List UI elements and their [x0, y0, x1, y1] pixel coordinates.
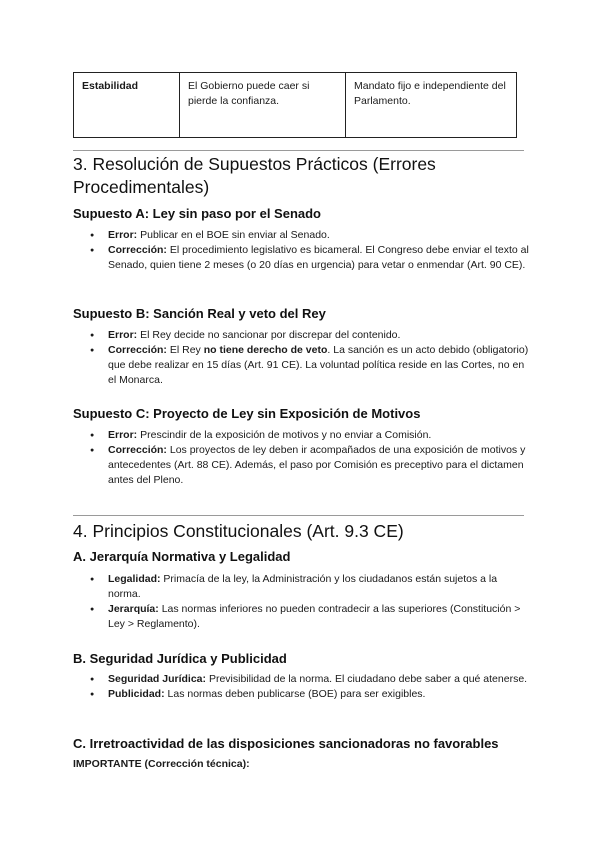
- section-4-title: 4. Principios Constitucionales (Art. 9.3 CE): [73, 521, 404, 541]
- table-cell-presidential: Mandato fijo e independiente del Parlamento.: [354, 80, 506, 107]
- error-label: Error:: [108, 429, 138, 441]
- correction-text-pre: El Rey: [166, 344, 204, 356]
- table-cell-parliamentary: El Gobierno puede caer si pierde la confianza.: [180, 73, 346, 137]
- section-3-title: 3. Resolución de Supuestos Prácticos (Errores Procedimentales): [73, 154, 436, 197]
- principle-a-heading: A. Jerarquía Normativa y Legalidad: [73, 549, 291, 564]
- list-item: [90, 572, 530, 602]
- supuesto-c-list: [90, 428, 530, 488]
- error-label: Error:: [108, 229, 138, 241]
- item-label: Publicidad:: [108, 688, 165, 700]
- supuesto-a-list: [90, 228, 530, 273]
- divider: [73, 150, 524, 151]
- correction-text: Los proyectos de ley deben ir acompañados de una exposición de motivos y antecedentes (Art. 88 CE). Además, el paso por Comisión es preceptivo para el dictamen antes del Pleno.: [108, 444, 526, 486]
- error-text: Publicar en el BOE sin enviar al Senado.: [137, 229, 330, 241]
- list-item: [90, 328, 530, 343]
- list-item: [90, 243, 530, 273]
- list-item: [90, 428, 530, 443]
- correction-label: Corrección:: [108, 344, 167, 356]
- item-text: Las normas inferiores no pueden contradecir a las superiores (Constitución > Ley > Reglamento).: [108, 603, 521, 630]
- principle-c-heading: C. Irretroactividad de las disposiciones sancionadoras no favorables: [73, 736, 499, 751]
- error-text: Prescindir de la exposición de motivos y no enviar a Comisión.: [137, 429, 432, 441]
- item-label: Seguridad Jurídica:: [108, 673, 207, 685]
- item-label: Legalidad:: [108, 573, 161, 585]
- correction-emphasis: no tiene derecho de veto: [203, 344, 328, 356]
- supuesto-b-list: [90, 328, 530, 388]
- comparison-table-row: [73, 72, 517, 138]
- correction-text: El procedimiento legislativo es bicameral. El Congreso debe enviar el texto al Senado, quien tiene 2 meses (o 20 días en urgencia) para vetar o enmendar (Art. 90 CE).: [108, 244, 529, 271]
- supuesto-c-heading: Supuesto C: Proyecto de Ley sin Exposición de Motivos: [73, 406, 421, 421]
- important-note: IMPORTANTE (Corrección técnica):: [73, 758, 250, 770]
- table-cell-label: Estabilidad: [74, 73, 180, 137]
- error-text: El Rey decide no sancionar por discrepar del contenido.: [137, 329, 401, 341]
- principle-b-list: [90, 672, 530, 702]
- correction-label: Corrección:: [108, 444, 167, 456]
- principle-a-list: [90, 572, 530, 632]
- list-item: [90, 443, 530, 488]
- supuesto-a-heading: Supuesto A: Ley sin paso por el Senado: [73, 206, 322, 221]
- item-text: Previsibilidad de la norma. El ciudadano debe saber a qué atenerse.: [206, 673, 528, 685]
- list-item: [90, 228, 530, 243]
- list-item: [90, 602, 530, 632]
- correction-label: Corrección:: [108, 244, 167, 256]
- principle-b-heading: B. Seguridad Jurídica y Publicidad: [73, 651, 287, 666]
- list-item: [90, 687, 530, 702]
- divider: [73, 515, 524, 516]
- item-label: Jerarquía:: [108, 603, 159, 615]
- list-item: [90, 672, 530, 687]
- item-text: Las normas deben publicarse (BOE) para ser exigibles.: [164, 688, 426, 700]
- correction-text: . La sanción es un acto debido (obligatorio) que debe realizar en 15 días (Art. 91 CE). La voluntad política reside en las Cortes, no en el Monarca.: [108, 344, 529, 386]
- item-text: Primacía de la ley, la Administración y los ciudadanos están sujetos a la norma.: [108, 573, 498, 600]
- error-label: Error:: [108, 329, 138, 341]
- list-item: [90, 343, 530, 388]
- supuesto-b-heading: Supuesto B: Sanción Real y veto del Rey: [73, 306, 326, 321]
